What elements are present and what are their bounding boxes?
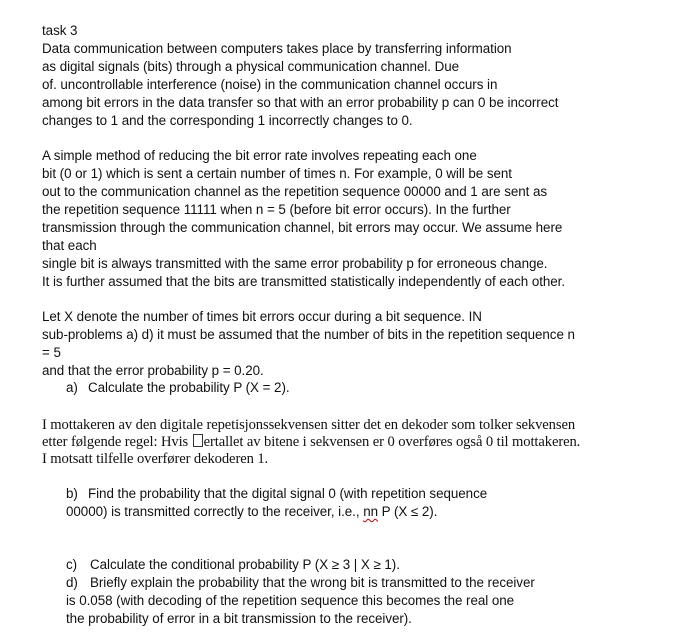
question-d-line: the probability of error in a bit transmission to the receiver). [66,611,412,626]
question-d-line: is 0.058 (with decoding of the repetition sequence this becomes the real one [66,593,515,608]
norwegian-line [42,433,580,451]
paragraph3-line: sub-problems a) d) it must be assumed that the number of bits in the repetition sequence n [42,327,575,342]
paragraph1-line: among bit errors in the data transfer so that with an error probability p can 0 be incorrect [42,95,559,110]
norwegian-line: I mottakeren av den digitale repetisjonssekvensen sitter det en dekoder som tolker sekvensen [42,417,576,433]
paragraph2-line: out to the communication channel as the repetition sequence 00000 and 1 are sent as [42,184,548,199]
norwegian-line2-end: ertallet av bitene i sekvensen er 0 overføres også 0 til mottakeren. [203,434,581,450]
question-d-label: d) [66,575,78,590]
paragraph3-line: and that the error probability p = 0.20. [42,363,264,378]
paragraph2-line: A simple method of reducing the bit error rate involves repeating each one [42,148,477,163]
question-c-label: c) [66,557,78,572]
question-d-line: Briefly explain the probability that the wrong bit is transmitted to the receiver [90,575,535,590]
question-b-label: b) [66,486,78,501]
question-b-line2-end: P (X ≤ 2). [377,504,438,519]
paragraph1-line: changes to 1 and the corresponding 1 incorrectly changes to 0. [42,113,413,128]
paragraph2-line: that each [42,238,97,253]
paragraph2-line: It is further assumed that the bits are transmitted statistically independently of each other. [42,274,566,289]
task-title: task 3 [42,23,78,38]
question-b-line: Find the probability that the digital signal 0 (with repetition sequence [88,486,488,501]
paragraph2-line: the repetition sequence 11111 when n = 5 (before bit error occurs). In the further [42,202,511,217]
paragraph3-line: Let X denote the number of times bit errors occur during a bit sequence. IN [42,309,482,324]
paragraph2-line: single bit is always transmitted with the same error probability p for erroneous change. [42,256,548,271]
missing-glyph-icon [193,434,203,447]
paragraph1-line: as digital signals (bits) through a physical communication channel. Due [42,59,459,74]
paragraph2-line: transmission through the communication channel, bit errors may occur. We assume here [42,220,563,235]
norwegian-line: I motsatt tilfelle overfører dekoderen 1. [42,451,269,467]
question-c-text: Calculate the conditional probability P (X ≥ 3 | X ≥ 1). [90,557,400,572]
paragraph2-line: bit (0 or 1) which is sent a certain number of times n. For example, 0 will be sent [42,166,512,181]
spellcheck-word: nn [363,504,378,519]
paragraph1-line: of. uncontrollable interference (noise) in the communication channel occurs in [42,77,498,92]
paragraph3-line: = 5 [42,345,61,360]
question-b-line [66,503,437,521]
norwegian-line2-start: etter følgende regel: Hvis [42,434,192,450]
question-a-text: Calculate the probability P (X = 2). [88,380,290,395]
paragraph1-line: Data communication between computers takes place by transferring information [42,41,512,56]
question-a-label: a) [66,380,78,395]
question-b-line2-start: 00000) is transmitted correctly to the receiver, i.e., [66,504,364,519]
